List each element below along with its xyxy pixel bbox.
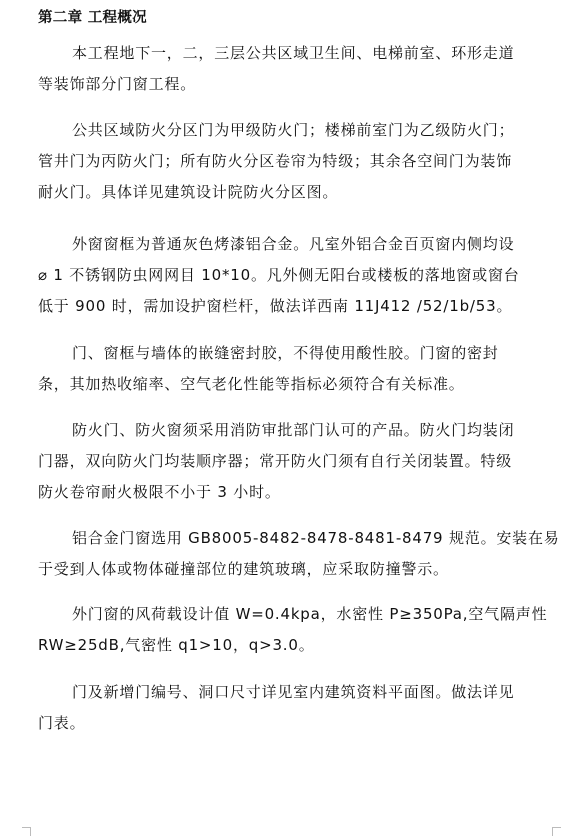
paragraph-line: 本工程地下一，二，三层公共区域卫生间、电梯前室、环形走道 [72,44,515,62]
paragraph-line: 门及新增门编号、洞口尺寸详见室内建筑资料平面图。做法详见 [72,683,515,701]
paragraph-line: 门表。 [38,714,86,732]
paragraph-line: 公共区域防火分区门为甲级防火门；楼梯前室门为乙级防火门； [72,121,515,139]
page-corner-mark-left [22,827,31,836]
paragraph-line: 铝合金门窗选用 GB8005-8482-8478-8481-8479 规范。安装在易 [72,529,560,547]
paragraph-line: 于受到人体或物体碰撞部位的建筑玻璃，应采取防撞警示。 [38,560,449,578]
paragraph-fire-products [38,415,543,508]
paragraph-sealant [38,338,543,400]
paragraph-line: 门器，双向防火门均装顺序器；常开防火门须有自行关闭装置。特级 [38,452,513,470]
paragraph-line: 耐火门。具体详见建筑设计院防火分区图。 [38,183,339,201]
paragraph-line: RW≥25dB,气密性 q1>10，q>3.0。 [38,636,315,654]
paragraph-line: 等装饰部分门窗工程。 [38,75,197,93]
paragraph-performance [38,599,548,661]
paragraph-line: 条，其加热收缩率、空气老化性能等指标必须符合有关标准。 [38,375,465,393]
paragraph-line: 防火门、防火窗须采用消防审批部门认可的产品。防火门均装闭 [72,421,515,439]
paragraph-line: 外窗窗框为普通灰色烤漆铝合金。凡室外铝合金百页窗内侧均设 [72,235,515,253]
paragraph-line: ⌀ 1 不锈钢防虫网网目 10*10。凡外侧无阳台或楼板的落地窗或窗台 [38,266,520,284]
paragraph-scope [38,38,543,100]
paragraph-aluminum-standards [38,523,560,585]
paragraph-fire-doors [38,115,543,208]
paragraph-line: 防火卷帘耐火极限不小于 3 小时。 [38,483,281,501]
paragraph-line: 管井门为丙防火门；所有防火分区卷帘为特级；其余各空间门为装饰 [38,152,513,170]
paragraph-line: 外门窗的风荷载设计值 W=0.4kpa，水密性 P≥350Pa,空气隔声性 [72,605,548,623]
paragraph-window-frames [38,229,543,322]
page-corner-mark-right [552,827,561,836]
paragraph-line: 门、窗框与墙体的嵌缝密封胶，不得使用酸性胶。门窗的密封 [72,344,499,362]
paragraph-line: 低于 900 时，需加设护窗栏杆，做法详西南 11J412 /52/1b/53。 [38,297,513,315]
paragraph-door-numbering [38,677,543,739]
chapter-title: 第二章 工程概况 [38,10,147,26]
